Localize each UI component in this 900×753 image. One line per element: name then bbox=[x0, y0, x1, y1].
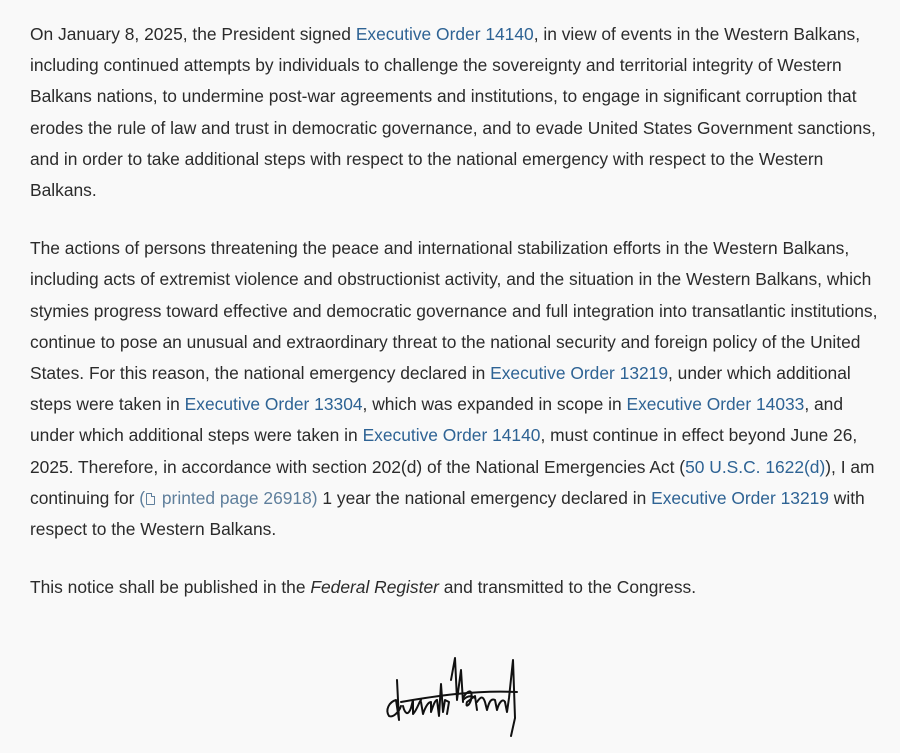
link-executive-order-13219[interactable]: Executive Order 13219 bbox=[490, 363, 669, 384]
link-executive-order-14140-second[interactable]: Executive Order 14140 bbox=[362, 425, 541, 446]
text-segment: 1 year the national emergency declared in bbox=[317, 487, 652, 508]
link-executive-order-14140[interactable]: Executive Order 14140 bbox=[355, 24, 534, 44]
paragraph-national-emergency bbox=[30, 233, 885, 545]
text-segment: , which was expanded in scope in bbox=[362, 394, 627, 415]
text-segment: , in view of events in the Western Balkans, including continued attempts by individuals to challenge the sovereignty and territorial integrity of Western Balkans nations, to undermine post-war agreements and institutions, to engage in significant corruption that erodes the rule of law and trust in democratic governance, and to evade United States Government sanctions, and in order to take additional steps with respect to the national emergency with respect to the Western Balkans. bbox=[30, 24, 876, 201]
text-segment: ), I am continuing for bbox=[30, 456, 875, 508]
federal-register-title: Federal Register bbox=[310, 577, 439, 598]
link-executive-order-13219-second[interactable]: Executive Order 13219 bbox=[651, 487, 829, 508]
text-segment: , must continue in effect beyond June 26, 2025. Therefore, in accordance with section 202(d) of the National Emergencies Act ( bbox=[30, 425, 858, 477]
link-executive-order-14033[interactable]: Executive Order 14033 bbox=[626, 394, 805, 415]
link-executive-order-13304[interactable]: Executive Order 13304 bbox=[184, 394, 363, 415]
link-50-usc-1622d[interactable]: 50 U.S.C. 1622(d) bbox=[685, 456, 826, 477]
text-segment: This notice shall be published in the bbox=[30, 577, 311, 598]
text-segment: , under which additional steps were taken in bbox=[30, 363, 851, 415]
document-page-icon bbox=[146, 493, 155, 505]
signature-image bbox=[375, 640, 535, 745]
text-segment: The actions of persons threatening the peace and international stabilization efforts in the Western Balkans, including acts of extremist violence and obstructionist activity, and the situation in the Western Balkans, which stymies progress toward effective and democratic governance and full integration into transatlantic institutions, continue to pose an unusual and extraordinary threat to the national security and foreign policy of the United States. For this reason, the national emergency declared in bbox=[30, 238, 878, 384]
text-segment: On January 8, 2025, the President signed bbox=[30, 24, 356, 44]
paragraph-executive-order-14140 bbox=[30, 19, 885, 206]
page-ref-label: printed page 26918) bbox=[157, 487, 318, 508]
text-segment: , and under which additional steps were taken in bbox=[30, 394, 844, 446]
text-segment: with respect to the Western Balkans. bbox=[30, 487, 865, 540]
paragraph-publication-notice bbox=[30, 572, 885, 603]
page-ref-open-paren: ( bbox=[139, 487, 146, 508]
printed-page-reference[interactable] bbox=[139, 488, 317, 508]
document-body bbox=[30, 19, 885, 630]
text-segment: and transmitted to the Congress. bbox=[438, 577, 697, 598]
